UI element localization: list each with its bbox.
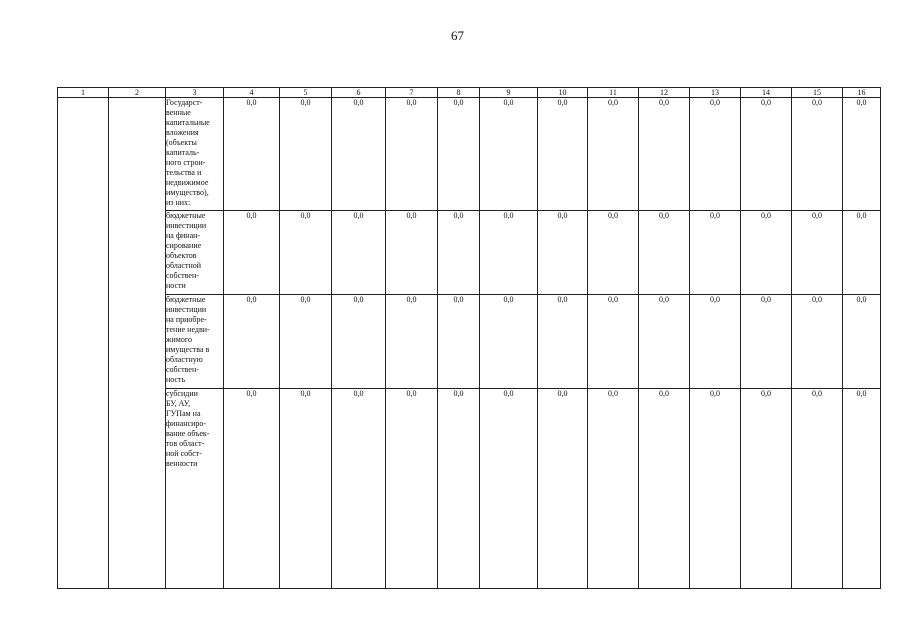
value-cell: 0,0 [332, 211, 386, 295]
column-number: 4 [224, 88, 280, 98]
value-cell: 0,0 [792, 98, 843, 211]
column-number: 2 [109, 88, 166, 98]
value-cell: 0,0 [639, 98, 690, 211]
row-label: субсидии БУ, АУ, ГУПам на финансиро- вание объек- тов област- ной собст- венности [166, 389, 224, 589]
column-number: 5 [280, 88, 332, 98]
value-cell: 0,0 [588, 389, 639, 589]
value-cell: 0,0 [843, 98, 881, 211]
value-cell: 0,0 [588, 98, 639, 211]
column-number: 7 [386, 88, 438, 98]
column-number-row [58, 88, 881, 98]
value-cell: 0,0 [690, 98, 741, 211]
value-cell: 0,0 [438, 389, 480, 589]
value-cell: 0,0 [438, 98, 480, 211]
value-cell: 0,0 [843, 295, 881, 389]
value-cell: 0,0 [438, 211, 480, 295]
value-cell: 0,0 [538, 295, 588, 389]
value-cell: 0,0 [480, 295, 538, 389]
value-cell: 0,0 [741, 389, 792, 589]
value-cell: 0,0 [480, 389, 538, 589]
column-number: 15 [792, 88, 843, 98]
value-cell: 0,0 [588, 295, 639, 389]
value-cell: 0,0 [386, 389, 438, 589]
value-cell: 0,0 [690, 211, 741, 295]
column-number: 3 [166, 88, 224, 98]
value-cell: 0,0 [332, 98, 386, 211]
column-number: 6 [332, 88, 386, 98]
value-cell: 0,0 [480, 98, 538, 211]
value-cell: 0,0 [280, 211, 332, 295]
value-cell: 0,0 [224, 211, 280, 295]
column-number: 8 [438, 88, 480, 98]
column-number: 1 [58, 88, 109, 98]
table-row [58, 389, 881, 589]
value-cell: 0,0 [792, 211, 843, 295]
value-cell: 0,0 [280, 295, 332, 389]
value-cell: 0,0 [690, 295, 741, 389]
table-row [58, 98, 881, 211]
column-number: 13 [690, 88, 741, 98]
table-row [58, 211, 881, 295]
page-number: 67 [451, 28, 464, 43]
column-number: 11 [588, 88, 639, 98]
value-cell: 0,0 [280, 98, 332, 211]
row-label: бюджетные инвестиции на финан- сирование объектов областной собствен- ности [166, 211, 224, 295]
column-number: 9 [480, 88, 538, 98]
value-cell: 0,0 [690, 389, 741, 589]
value-cell: 0,0 [588, 211, 639, 295]
empty-cell [58, 98, 109, 589]
column-number: 14 [741, 88, 792, 98]
value-cell: 0,0 [792, 389, 843, 589]
row-label: бюджетные инвестиции на приобре- тение недви- жимого имущества в областную собствен- ность [166, 295, 224, 389]
value-cell: 0,0 [386, 211, 438, 295]
value-cell: 0,0 [386, 295, 438, 389]
value-cell: 0,0 [538, 98, 588, 211]
value-cell: 0,0 [741, 98, 792, 211]
value-cell: 0,0 [843, 211, 881, 295]
value-cell: 0,0 [480, 211, 538, 295]
value-cell: 0,0 [280, 389, 332, 589]
value-cell: 0,0 [639, 389, 690, 589]
value-cell: 0,0 [792, 295, 843, 389]
value-cell: 0,0 [741, 211, 792, 295]
row-label: Государст- венные капитальные вложения (объекты капиталь- ного строи- тельства и недвижимое имущество), из них: [166, 98, 224, 211]
budget-table [57, 87, 881, 589]
column-number: 12 [639, 88, 690, 98]
value-cell: 0,0 [538, 211, 588, 295]
value-cell: 0,0 [741, 295, 792, 389]
column-number: 16 [843, 88, 881, 98]
empty-cell [109, 98, 166, 589]
value-cell: 0,0 [224, 98, 280, 211]
value-cell: 0,0 [332, 295, 386, 389]
column-number: 10 [538, 88, 588, 98]
value-cell: 0,0 [639, 211, 690, 295]
value-cell: 0,0 [386, 98, 438, 211]
value-cell: 0,0 [224, 295, 280, 389]
value-cell: 0,0 [224, 389, 280, 589]
value-cell: 0,0 [438, 295, 480, 389]
value-cell: 0,0 [538, 389, 588, 589]
value-cell: 0,0 [639, 295, 690, 389]
table-row [58, 295, 881, 389]
value-cell: 0,0 [332, 389, 386, 589]
value-cell: 0,0 [843, 389, 881, 589]
